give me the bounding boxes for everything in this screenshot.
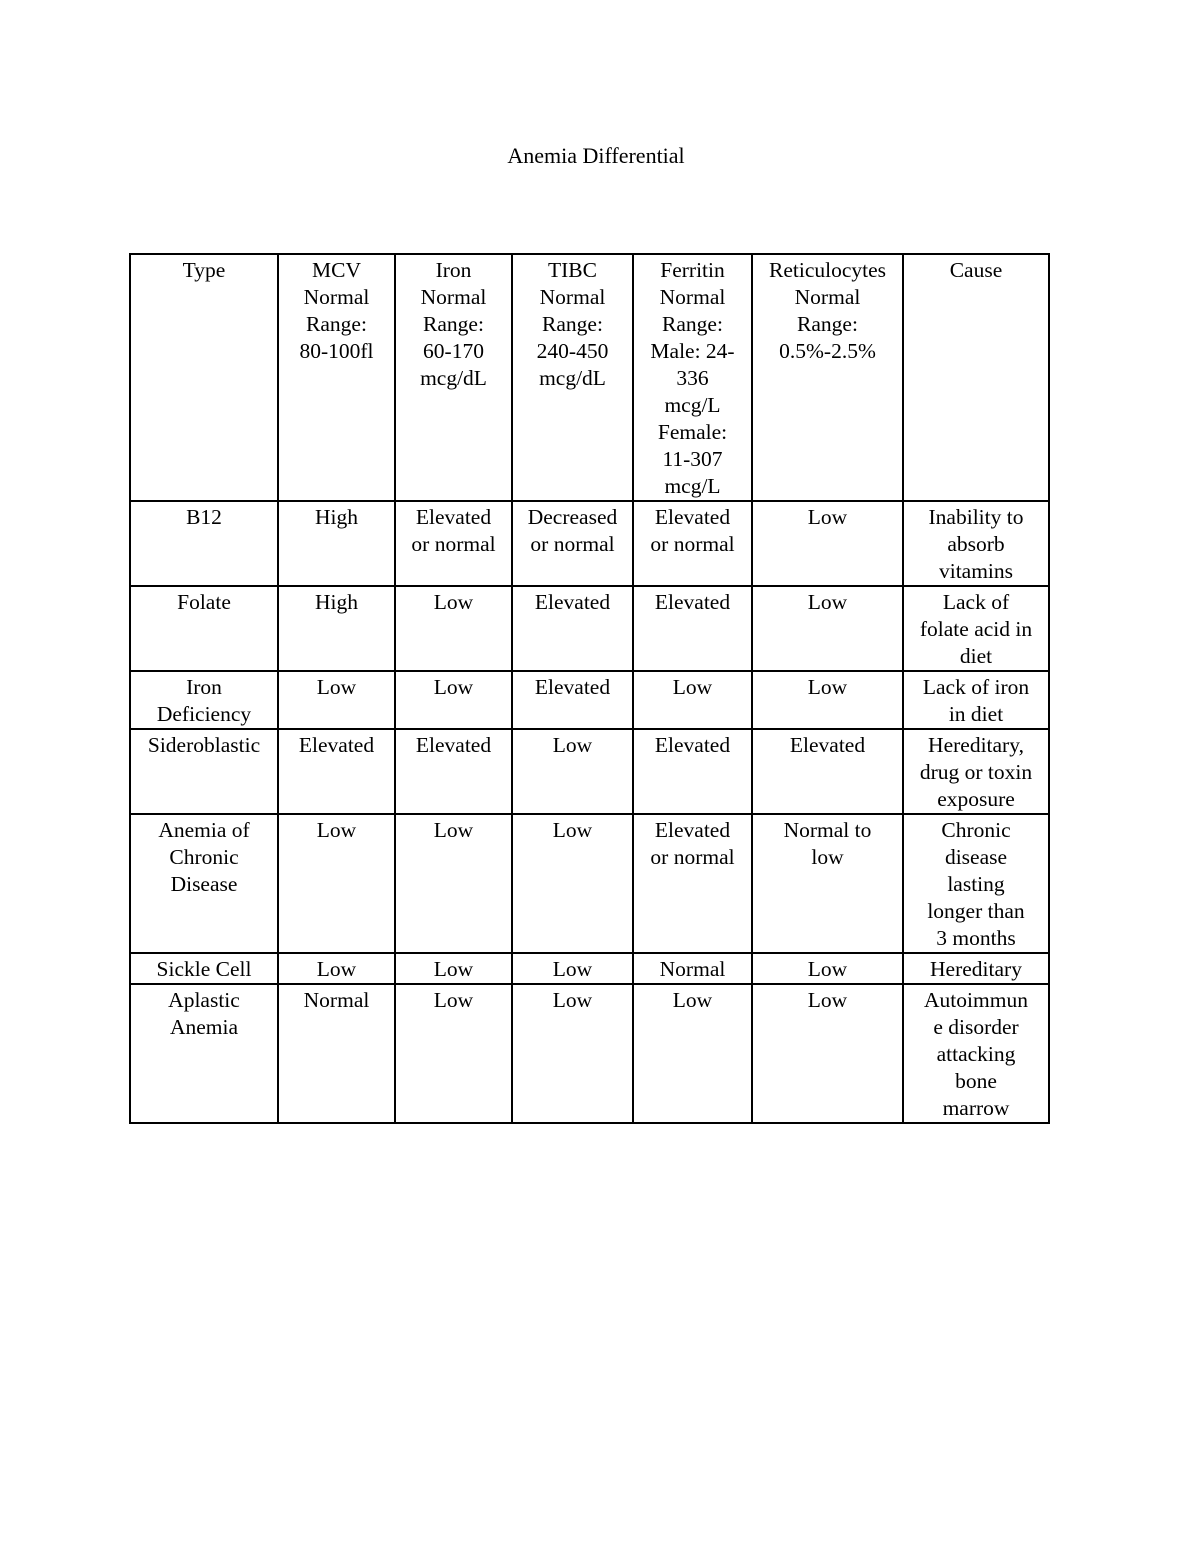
cell-mcv: Low [278,814,395,953]
cell-ferritin: Normal [633,953,752,984]
cell-type: Sideroblastic [130,729,278,814]
table-row [130,729,1049,814]
cell-mcv: Low [278,953,395,984]
table-row [130,501,1049,586]
cell-ferritin: Low [633,671,752,729]
table-row [130,953,1049,984]
header-mcv: MCV Normal Range: 80-100fl [278,254,395,501]
cell-cause: Inability to absorb vitamins [903,501,1049,586]
cell-mcv: Elevated [278,729,395,814]
cell-iron: Low [395,814,512,953]
header-tibc: TIBC Normal Range: 240-450 mcg/dL [512,254,633,501]
cell-iron: Low [395,586,512,671]
header-ferritin: Ferritin Normal Range: Male: 24- 336 mcg/L Female: 11-307 mcg/L [633,254,752,501]
cell-reticulocytes: Elevated [752,729,903,814]
cell-ferritin: Elevated [633,586,752,671]
cell-iron: Low [395,984,512,1123]
cell-cause: Hereditary [903,953,1049,984]
table-header-row [130,254,1049,501]
cell-type: Iron Deficiency [130,671,278,729]
cell-iron: Elevated or normal [395,501,512,586]
table-row [130,984,1049,1123]
page-title: Anemia Differential [507,143,685,168]
cell-reticulocytes: Low [752,953,903,984]
cell-iron: Low [395,671,512,729]
cell-ferritin: Elevated or normal [633,814,752,953]
cell-type: Sickle Cell [130,953,278,984]
cell-cause: Autoimmun e disorder attacking bone marrow [903,984,1049,1123]
cell-ferritin: Low [633,984,752,1123]
header-cause: Cause [903,254,1049,501]
cell-ferritin: Elevated [633,729,752,814]
anemia-differential-table [129,253,1050,1124]
cell-reticulocytes: Low [752,586,903,671]
cell-type: Anemia of Chronic Disease [130,814,278,953]
table-row [130,586,1049,671]
cell-reticulocytes: Low [752,671,903,729]
cell-mcv: Normal [278,984,395,1123]
cell-type: B12 [130,501,278,586]
cell-tibc: Low [512,984,633,1123]
header-iron: Iron Normal Range: 60-170 mcg/dL [395,254,512,501]
cell-mcv: High [278,586,395,671]
cell-type: Aplastic Anemia [130,984,278,1123]
cell-reticulocytes: Low [752,984,903,1123]
cell-tibc: Elevated [512,671,633,729]
cell-tibc: Decreased or normal [512,501,633,586]
cell-mcv: Low [278,671,395,729]
cell-reticulocytes: Low [752,501,903,586]
cell-mcv: High [278,501,395,586]
header-type: Type [130,254,278,501]
cell-tibc: Low [512,729,633,814]
cell-cause: Lack of iron in diet [903,671,1049,729]
cell-reticulocytes: Normal to low [752,814,903,953]
header-reticulocytes: Reticulocytes Normal Range: 0.5%-2.5% [752,254,903,501]
cell-type: Folate [130,586,278,671]
cell-cause: Chronic disease lasting longer than 3 months [903,814,1049,953]
cell-ferritin: Elevated or normal [633,501,752,586]
cell-cause: Hereditary, drug or toxin exposure [903,729,1049,814]
cell-iron: Low [395,953,512,984]
table-row [130,671,1049,729]
table-row [130,814,1049,953]
cell-tibc: Elevated [512,586,633,671]
cell-tibc: Low [512,814,633,953]
cell-tibc: Low [512,953,633,984]
cell-iron: Elevated [395,729,512,814]
cell-cause: Lack of folate acid in diet [903,586,1049,671]
